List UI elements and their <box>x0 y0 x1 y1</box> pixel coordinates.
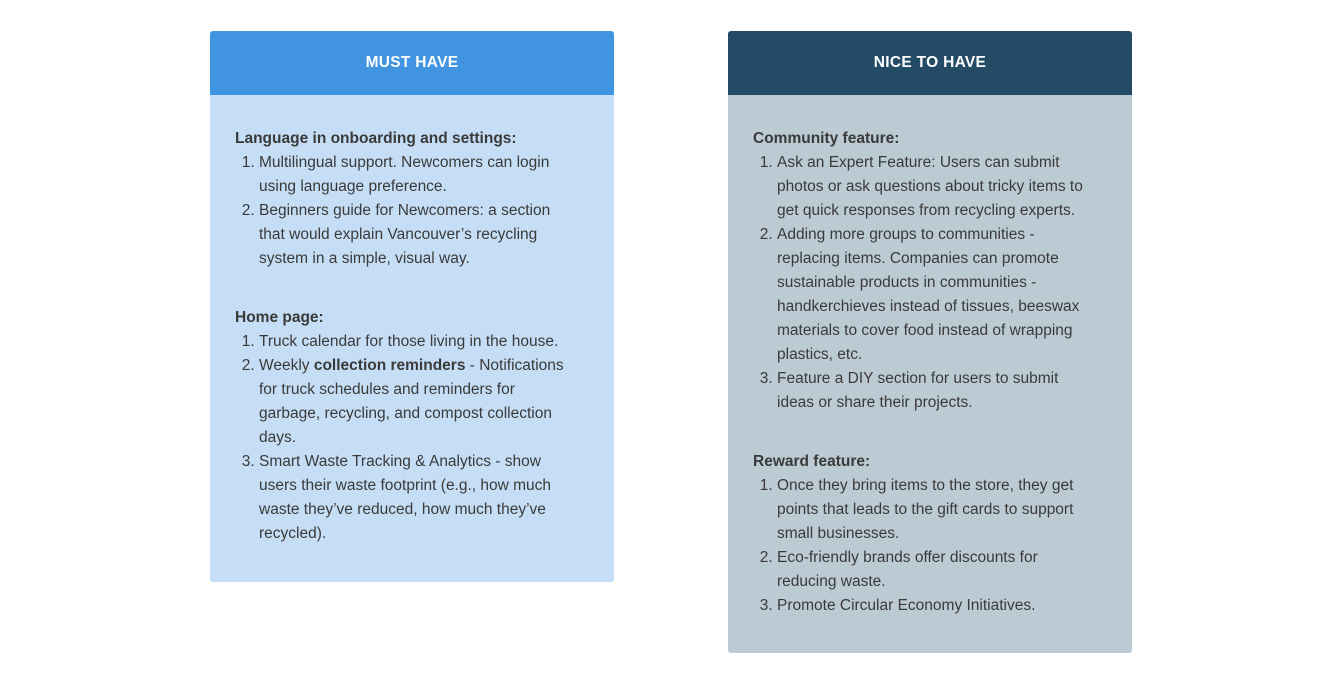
list-item: 1. Truck calendar for those living in the house. <box>259 330 577 354</box>
list-item: 2. Eco-friendly brands offer discounts for reducing waste. <box>777 546 1099 594</box>
section-title: Reward feature: <box>753 453 871 470</box>
section-title: Language in onboarding and settings: <box>235 130 517 147</box>
must-have-body <box>210 95 614 546</box>
section-title: Community feature: <box>753 130 900 147</box>
nice-to-have-card <box>728 31 1132 653</box>
must-have-title: MUST HAVE <box>365 54 459 71</box>
nice-to-have-title: NICE TO HAVE <box>873 54 987 71</box>
section-reward <box>753 450 1107 618</box>
list-item: 2. Adding more groups to communities - replacing items. Companies can promote sustainable products in communities - handkerchieves instead of tissues, beeswax materials to cover food instead of wrapping plastics, etc. <box>777 223 1099 367</box>
list-item: 1. Once they bring items to the store, they get points that leads to the gift cards to support small businesses. <box>777 474 1099 546</box>
list-item-bold-text: collection reminders <box>313 357 466 374</box>
numbered-list <box>753 474 1107 618</box>
list-item: 1. Multilingual support. Newcomers can login using language preference. <box>259 151 577 199</box>
list-item: 2. Beginners guide for Newcomers: a section that would explain Vancouver’s recycling system in a simple, visual way. <box>259 199 577 271</box>
numbered-list <box>235 330 589 546</box>
list-item-text: - Notifications for truck schedules and reminders for garbage, recycling, and compost collection days. <box>259 357 564 446</box>
section-home-page <box>235 306 589 546</box>
list-item: 3. Feature a DIY section for users to submit ideas or share their projects. <box>777 367 1099 415</box>
numbered-list <box>235 151 589 271</box>
list-item: 3. Promote Circular Economy Initiatives. <box>777 594 1099 618</box>
section-title: Home page: <box>235 309 324 326</box>
list-item <box>259 354 577 450</box>
nice-to-have-header <box>728 31 1132 95</box>
nice-to-have-body <box>728 95 1132 618</box>
section-community <box>753 127 1107 415</box>
list-item: 1. Ask an Expert Feature: Users can submit photos or ask questions about tricky items to get quick responses from recycling experts. <box>777 151 1099 223</box>
must-have-card <box>210 31 614 582</box>
list-item: 3. Smart Waste Tracking & Analytics - show users their waste footprint (e.g., how much waste they’ve reduced, how much they’ve recycled). <box>259 450 577 546</box>
numbered-list <box>753 151 1107 415</box>
list-item-text: Weekly <box>259 357 314 374</box>
section-language <box>235 127 589 271</box>
must-have-header <box>210 31 614 95</box>
